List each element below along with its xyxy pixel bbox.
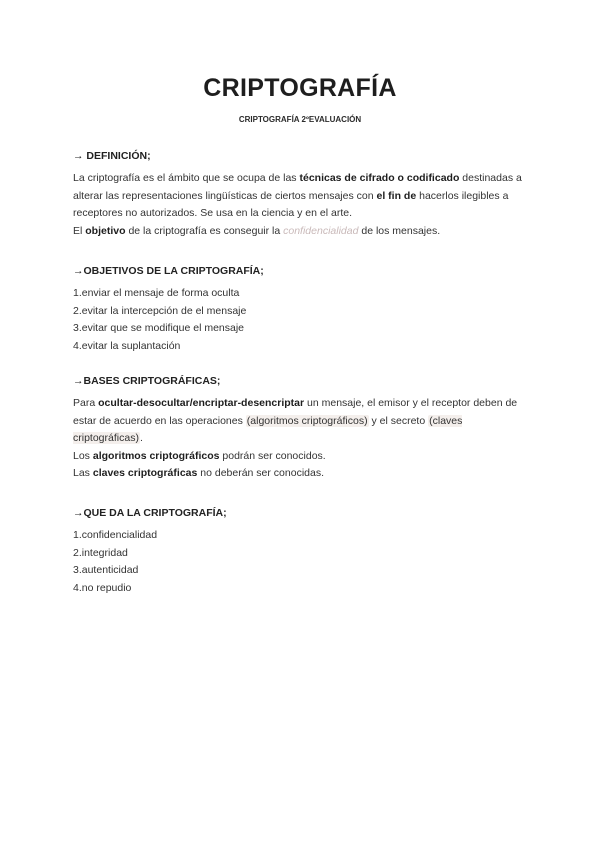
document-subtitle: CRIPTOGRAFÍA 2ºEVALUACIÓN — [238, 115, 362, 124]
text-span: podrán ser conocidos. — [219, 449, 326, 462]
bold-term: ocultar-desocultar/encriptar-desencriptar — [98, 397, 305, 409]
bases-paragraph-2 — [73, 448, 533, 466]
highlighted-term: (claves criptográficas) — [73, 414, 463, 444]
text-span: de los mensajes. — [358, 224, 441, 237]
text-span: Las — [73, 467, 93, 479]
bold-term: el fin de — [376, 189, 417, 202]
definicion-paragraph-1 — [73, 170, 533, 223]
list-item: 2.evitar la intercepción de el mensaje — [73, 304, 247, 317]
section-bases — [73, 375, 533, 483]
text-span: hacerlos ilegibles a receptores no autorizados. Se usa en la ciencia y en el arte. — [73, 189, 509, 219]
section-heading-que-da: →QUE DA LA CRIPTOGRAFÍA; — [73, 507, 227, 519]
bold-term: técnicas de cifrado o codificado — [299, 172, 460, 184]
list-item: 2.integridad — [73, 546, 128, 559]
text-span: no deberán ser conocidas. — [197, 467, 325, 479]
text-span: Para — [73, 397, 99, 409]
list-item: 3.autenticidad — [73, 564, 139, 576]
highlighted-term: (algoritmos criptográficos) — [246, 414, 368, 427]
section-que-da — [73, 507, 533, 597]
section-definicion — [73, 150, 533, 240]
list-item: 4.no repudio — [73, 581, 132, 594]
text-span: . — [139, 432, 143, 444]
section-objetivos — [73, 265, 533, 355]
text-span: El — [73, 224, 86, 237]
bold-term: claves criptográficas — [92, 467, 198, 479]
bold-term: objetivo — [85, 224, 126, 237]
bold-term: algoritmos criptográficos — [92, 449, 220, 462]
faint-term: confidencialidad — [283, 224, 359, 237]
text-span: de la criptografía es conseguir la — [125, 224, 284, 237]
list-item: 4.evitar la suplantación — [73, 339, 181, 352]
definicion-paragraph-2 — [73, 223, 533, 241]
list-item: 1.confidencialidad — [73, 529, 158, 541]
bases-paragraph-1 — [73, 395, 533, 448]
text-span: y el secreto — [368, 414, 429, 427]
document-title: CRIPTOGRAFÍA — [203, 74, 397, 102]
bases-paragraph-3 — [73, 465, 533, 483]
section-heading-objetivos: →OBJETIVOS DE LA CRIPTOGRAFÍA; — [73, 265, 264, 277]
list-item: 1.enviar el mensaje de forma oculta — [73, 287, 240, 299]
section-heading-bases: →BASES CRIPTOGRÁFICAS; — [73, 375, 221, 387]
list-item: 3.evitar que se modifique el mensaje — [73, 322, 245, 334]
text-span: destinadas a alterar las representaciones lingüísticas de ciertos mensajes con — [73, 172, 522, 202]
text-span: Los — [73, 449, 93, 462]
text-span: La criptografía es el ámbito que se ocupa de las — [73, 172, 300, 184]
text-span: un mensaje, el emisor y el receptor deben de estar de acuerdo en las operaciones — [73, 397, 518, 427]
section-heading-definicion: → DEFINICIÓN; — [73, 150, 151, 162]
